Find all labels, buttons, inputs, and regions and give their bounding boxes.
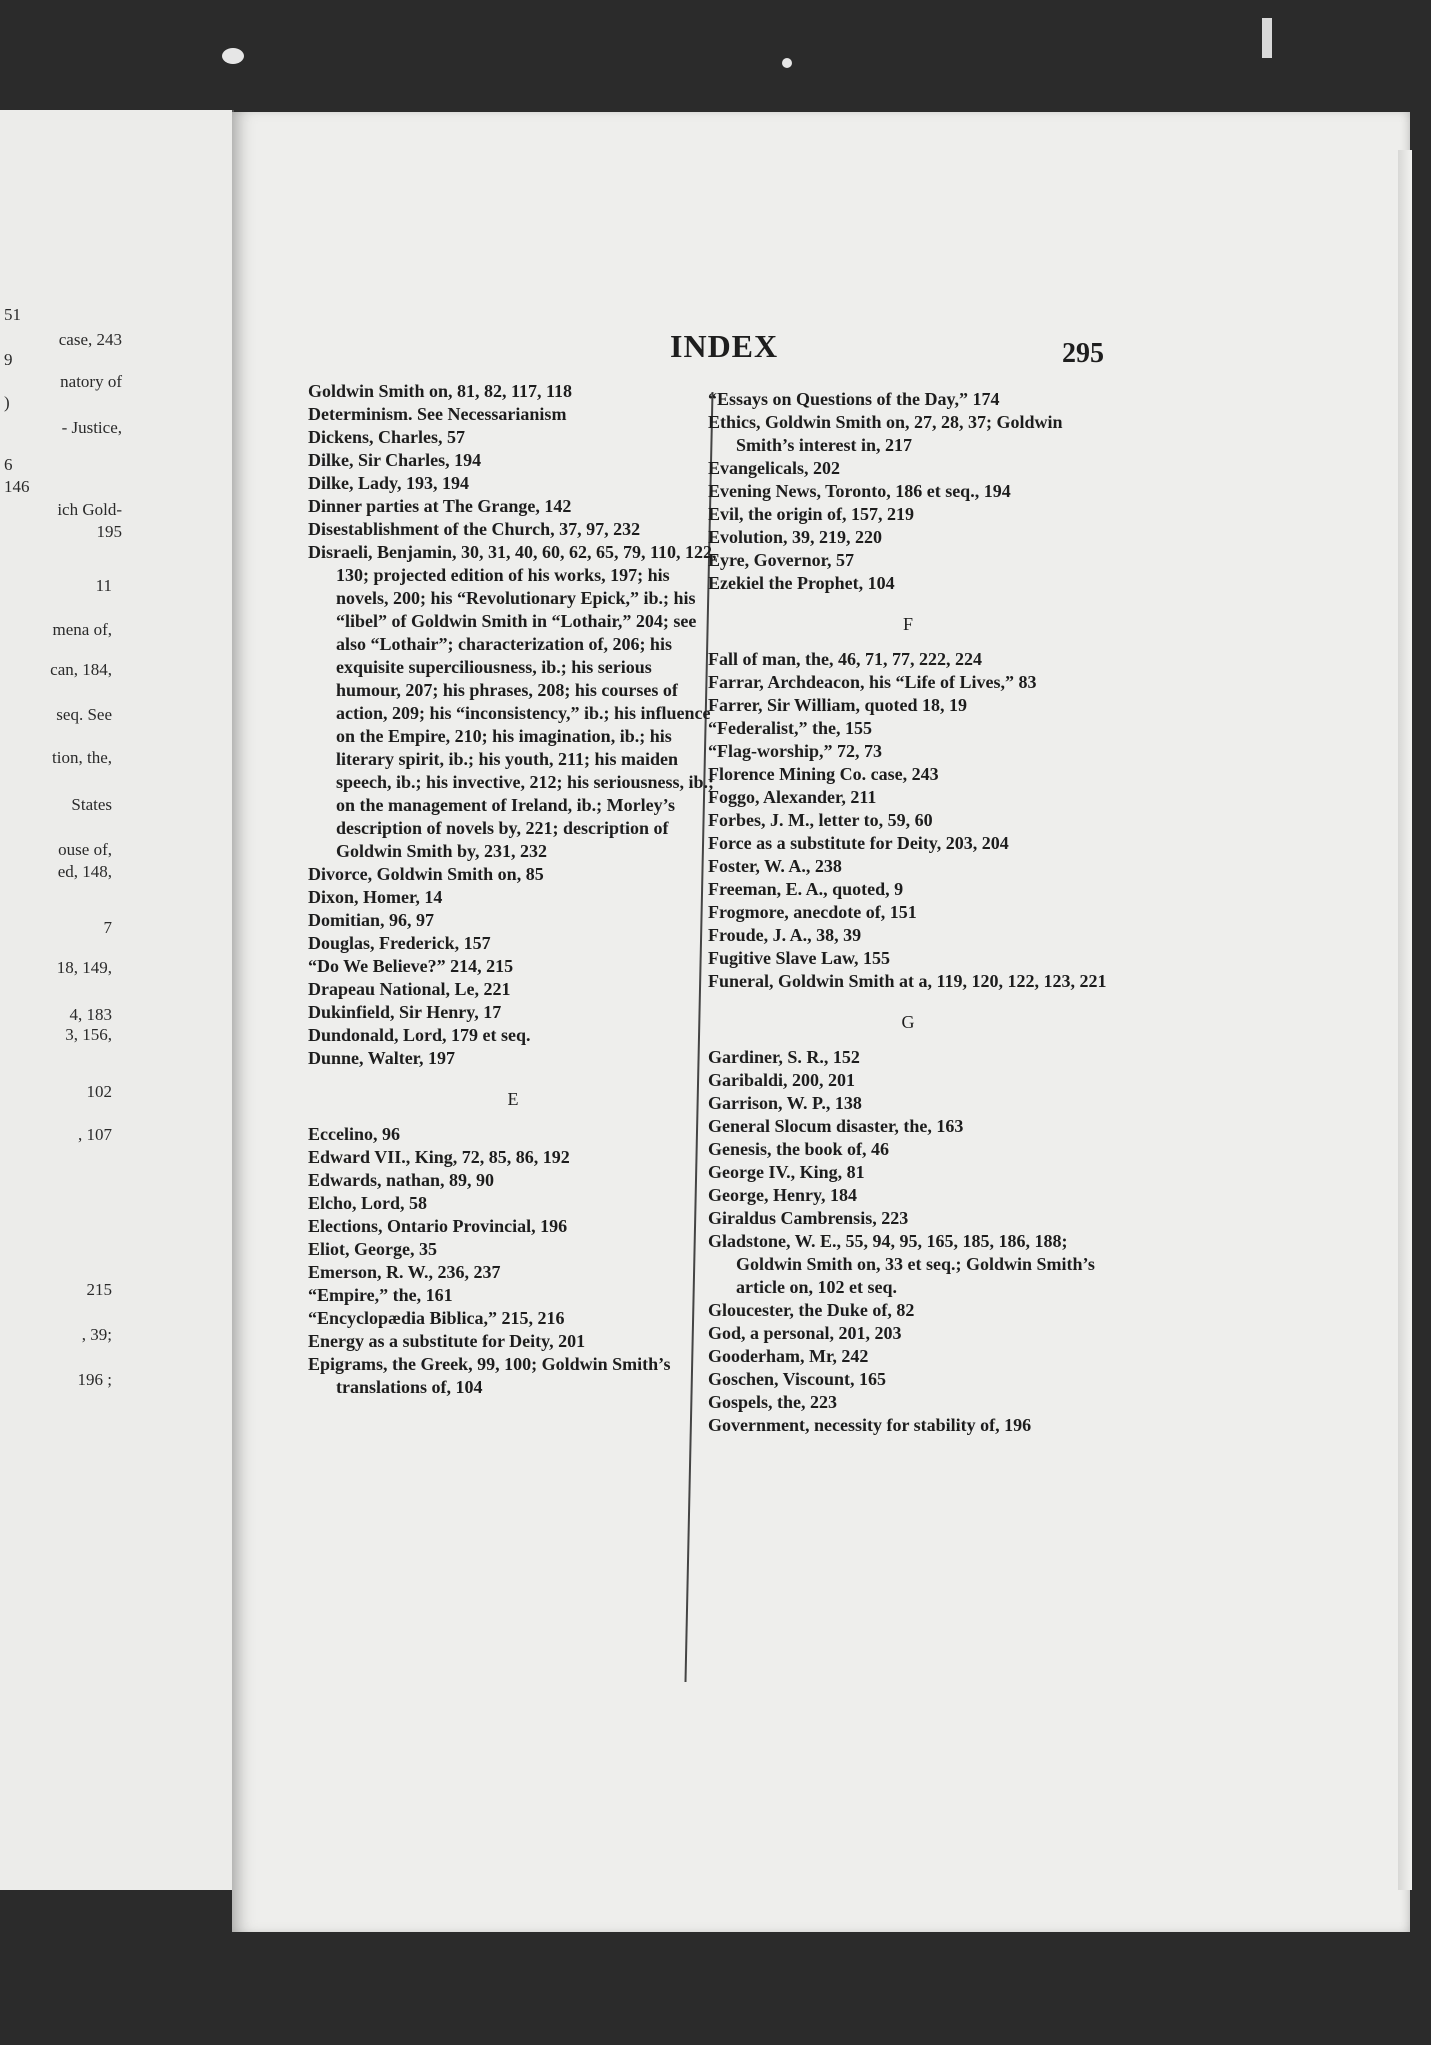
previous-page-fragment: mena of, <box>52 620 112 639</box>
index-entry: Disraeli, Benjamin, 30, 31, 40, 60, 62, 65, 79, 110, 122, 130; projected edition of his works, 197; his novels, 200; his “Revolutionary Epick,” ib.; his “libel” of Goldwin Smith in “Lothair,” 204; see also “Lothair”; characterization of, 206; his exquisite superciliousness, ib.; his serious humour, 207; his phrases, 208; his courses of action, 209; his “inconsistency,” ib.; his influence on the Empire, 210; his imagination, ib.; his literary spirit, ib.; his youth, 211; his maiden speech, ib.; his invective, 212; his seriousness, ib.; on the management of Ireland, ib.; Morley’s description of novels by, 221; description of Goldwin Smith by, 231, 232 <box>308 542 717 861</box>
index-entry: Farrer, Sir William, quoted 18, 19 <box>708 695 968 715</box>
index-entry: “Do We Believe?” 214, 215 <box>308 956 514 976</box>
index-entry: Evangelicals, 202 <box>708 458 841 478</box>
index-entry: Fall of man, the, 46, 71, 77, 222, 224 <box>708 649 982 669</box>
index-entry: Ezekiel the Prophet, 104 <box>708 573 895 593</box>
index-entry: Gloucester, the Duke of, 82 <box>708 1300 915 1320</box>
index-entry: Foster, W. A., 238 <box>708 856 842 876</box>
scan-speck <box>222 48 244 64</box>
index-entry: Eccelino, 96 <box>308 1124 400 1144</box>
index-entry: General Slocum disaster, the, 163 <box>708 1116 964 1136</box>
index-column-left <box>308 380 718 1399</box>
index-entry: Froude, J. A., 38, 39 <box>708 925 862 945</box>
index-entry: Gospels, the, 223 <box>708 1392 838 1412</box>
index-entry: Divorce, Goldwin Smith on, 85 <box>308 864 544 884</box>
index-entry: Dundonald, Lord, 179 et seq. <box>308 1025 531 1045</box>
index-entry: Evolution, 39, 219, 220 <box>708 527 883 547</box>
index-entry: Goldwin Smith on, 81, 82, 117, 118 <box>308 381 573 401</box>
index-column-right <box>708 388 1108 1437</box>
index-entry: Government, necessity for stability of, 196 <box>708 1415 1032 1435</box>
section-letter-f: F <box>902 614 913 634</box>
index-entry: “Empire,” the, 161 <box>308 1285 453 1305</box>
previous-page-fragment: ) <box>4 393 10 412</box>
index-entry: Evening News, Toronto, 186 et seq., 194 <box>708 481 1011 501</box>
index-entry: “Essays on Questions of the Day,” 174 <box>708 389 1000 409</box>
index-entry: Ethics, Goldwin Smith on, 27, 28, 37; Goldwin Smith’s interest in, 217 <box>708 412 1063 455</box>
previous-page-fragment: - Justice, <box>61 418 122 437</box>
index-entry: “Encyclopædia Biblica,” 215, 216 <box>308 1308 565 1328</box>
previous-page-fragment: 215 <box>86 1280 112 1299</box>
index-entry: Dixon, Homer, 14 <box>308 887 443 907</box>
previous-page-fragment: 195 <box>96 522 122 541</box>
previous-page-fragment: ed, 148, <box>57 862 112 881</box>
index-entry: Evil, the origin of, 157, 219 <box>708 504 914 524</box>
index-section-g <box>708 1046 1108 1437</box>
previous-page-fragment: 11 <box>95 576 112 595</box>
previous-page-fragment: 4, 183 <box>69 1005 112 1024</box>
index-entry: George, Henry, 184 <box>708 1185 857 1205</box>
index-entry: Forbes, J. M., letter to, 59, 60 <box>708 810 933 830</box>
previous-page-fragment: ouse of, <box>58 840 112 859</box>
index-entry: Douglas, Frederick, 157 <box>308 933 491 953</box>
previous-page-fragment: 102 <box>86 1082 112 1101</box>
previous-page-fragment: case, 243 <box>58 330 122 349</box>
index-entry: Dilke, Lady, 193, 194 <box>308 473 470 493</box>
previous-page-fragments <box>0 110 232 1890</box>
index-entry: Garrison, W. P., 138 <box>708 1093 862 1113</box>
previous-page-fragment: 3, 156, <box>65 1025 112 1044</box>
index-section-e <box>308 1123 718 1399</box>
previous-page-fragment: , 39; <box>81 1325 112 1344</box>
index-entry: “Federalist,” the, 155 <box>708 718 872 738</box>
previous-page-fragment: States <box>71 795 112 814</box>
previous-page-fragment: 6 <box>4 455 13 474</box>
previous-page-fragment: tion, the, <box>52 748 112 767</box>
index-entry: Gooderham, Mr, 242 <box>708 1346 869 1366</box>
section-letter-e: E <box>507 1089 519 1109</box>
index-entry: Dinner parties at The Grange, 142 <box>308 496 572 516</box>
index-entry: Emerson, R. W., 236, 237 <box>308 1262 501 1282</box>
previous-page-fragment: , 107 <box>78 1125 112 1144</box>
previous-page-fragment: natory of <box>60 372 122 391</box>
index-section-f <box>708 648 1108 993</box>
page-header: INDEX <box>670 328 779 364</box>
scan-speck <box>782 58 792 68</box>
previous-page-fragment: 7 <box>103 918 112 937</box>
index-entry: Frogmore, anecdote of, 151 <box>708 902 917 922</box>
index-entry: Energy as a substitute for Deity, 201 <box>308 1331 586 1351</box>
index-entry: Dickens, Charles, 57 <box>308 427 465 447</box>
index-entry: Freeman, E. A., quoted, 9 <box>708 879 904 899</box>
index-entry: Dilke, Sir Charles, 194 <box>308 450 482 470</box>
index-entry: George IV., King, 81 <box>708 1162 865 1182</box>
index-entry: Funeral, Goldwin Smith at a, 119, 120, 122, 123, 221 <box>708 971 1107 991</box>
index-entry: Farrar, Archdeacon, his “Life of Lives,” 83 <box>708 672 1037 692</box>
scan-speck <box>1262 18 1272 58</box>
index-entry: Giraldus Cambrensis, 223 <box>708 1208 909 1228</box>
previous-page-fragment: ich Gold- <box>57 500 122 519</box>
index-entry: God, a personal, 201, 203 <box>708 1323 902 1343</box>
index-entry: Elections, Ontario Provincial, 196 <box>308 1216 568 1236</box>
previous-page-fragment: 51 <box>4 305 21 324</box>
page-edge <box>1398 150 1412 1890</box>
index-section-d <box>308 380 718 1070</box>
index-entry: Dukinfield, Sir Henry, 17 <box>308 1002 502 1022</box>
index-entry: Garibaldi, 200, 201 <box>708 1070 856 1090</box>
index-entry: Dunne, Walter, 197 <box>308 1048 456 1068</box>
index-entry: Drapeau National, Le, 221 <box>308 979 511 999</box>
index-entry: Goschen, Viscount, 165 <box>708 1369 887 1389</box>
section-letter-g: G <box>901 1012 915 1032</box>
index-entry: Fugitive Slave Law, 155 <box>708 948 891 968</box>
index-entry: Edwards, nathan, 89, 90 <box>308 1170 495 1190</box>
previous-page-fragment: 18, 149, <box>56 958 112 977</box>
index-entry: Genesis, the book of, 46 <box>708 1139 890 1159</box>
previous-page-fragment: 9 <box>4 350 13 369</box>
index-entry: Disestablishment of the Church, 37, 97, 232 <box>308 519 641 539</box>
previous-page-fragment: 196 ; <box>77 1370 112 1389</box>
index-entry: Florence Mining Co. case, 243 <box>708 764 939 784</box>
index-entry: Determinism. See Necessarianism <box>308 404 567 424</box>
previous-page-fragment: seq. See <box>56 705 112 724</box>
index-entry: Edward VII., King, 72, 85, 86, 192 <box>308 1147 570 1167</box>
previous-page-fragment: can, 184, <box>50 660 112 679</box>
page-number: 295 <box>1062 338 1104 369</box>
previous-page-sliver <box>0 110 234 1890</box>
index-section-e-continued <box>708 388 1108 595</box>
index-entry: Foggo, Alexander, 211 <box>708 787 877 807</box>
index-entry: Force as a substitute for Deity, 203, 204 <box>708 833 1009 853</box>
index-entry: Gardiner, S. R., 152 <box>708 1047 860 1067</box>
index-entry: Elcho, Lord, 58 <box>308 1193 428 1213</box>
previous-page-fragment: 146 <box>4 477 30 496</box>
index-entry: “Flag-worship,” 72, 73 <box>708 741 883 761</box>
index-entry: Gladstone, W. E., 55, 94, 95, 165, 185, 186, 188; Goldwin Smith on, 33 et seq.; Goldwin Smith’s article on, 102 et seq. <box>708 1231 1095 1297</box>
index-entry: Eyre, Governor, 57 <box>708 550 854 570</box>
index-entry: Eliot, George, 35 <box>308 1239 437 1259</box>
index-entry: Domitian, 96, 97 <box>308 910 434 930</box>
index-entry: Epigrams, the Greek, 99, 100; Goldwin Smith’s translations of, 104 <box>308 1354 671 1397</box>
